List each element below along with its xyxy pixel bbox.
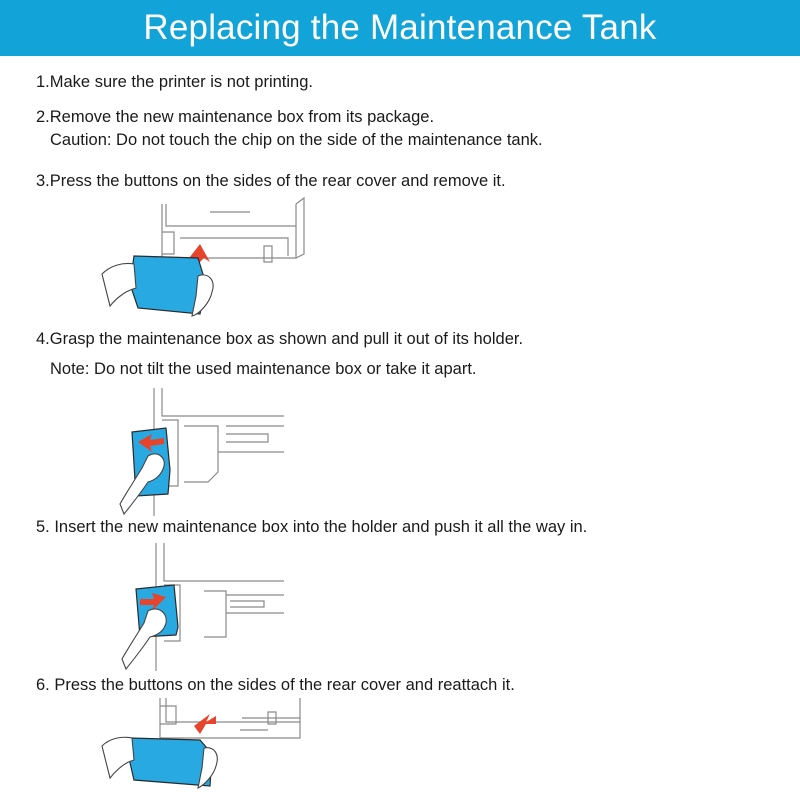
page-title: Replacing the Maintenance Tank — [143, 8, 657, 47]
header-banner — [0, 0, 800, 56]
step-5-text: 5. Insert the new maintenance box into the holder and push it all the way in. — [36, 518, 588, 536]
step-6-text: 6. Press the buttons on the sides of the rear cover and reattach it. — [36, 676, 515, 694]
note-label: Note: — [50, 360, 90, 378]
step-4-text: 4.Grasp the maintenance box as shown and pull it out of its holder. — [36, 330, 524, 348]
left-hand-icon — [102, 263, 136, 306]
step-4-note — [50, 359, 477, 379]
step-5-illustration — [118, 541, 288, 676]
step-2-caution — [50, 130, 543, 150]
step-3-illustration — [100, 196, 310, 325]
step-1-text: 1.Make sure the printer is not printing. — [36, 73, 313, 91]
step-3-text: 3.Press the buttons on the sides of the rear cover and remove it. — [36, 172, 506, 190]
caution-label: Caution: — [50, 131, 112, 149]
red-arrow-icon — [194, 714, 216, 734]
step-4-illustration — [118, 386, 288, 521]
left-hand-icon — [102, 737, 134, 778]
note-text: Do not tilt the used maintenance box or take it apart. — [89, 360, 477, 378]
step-6-illustration — [100, 694, 310, 799]
step-2-text: 2.Remove the new maintenance box from its package. — [36, 108, 435, 126]
caution-text: Do not touch the chip on the side of the maintenance tank. — [111, 131, 543, 149]
